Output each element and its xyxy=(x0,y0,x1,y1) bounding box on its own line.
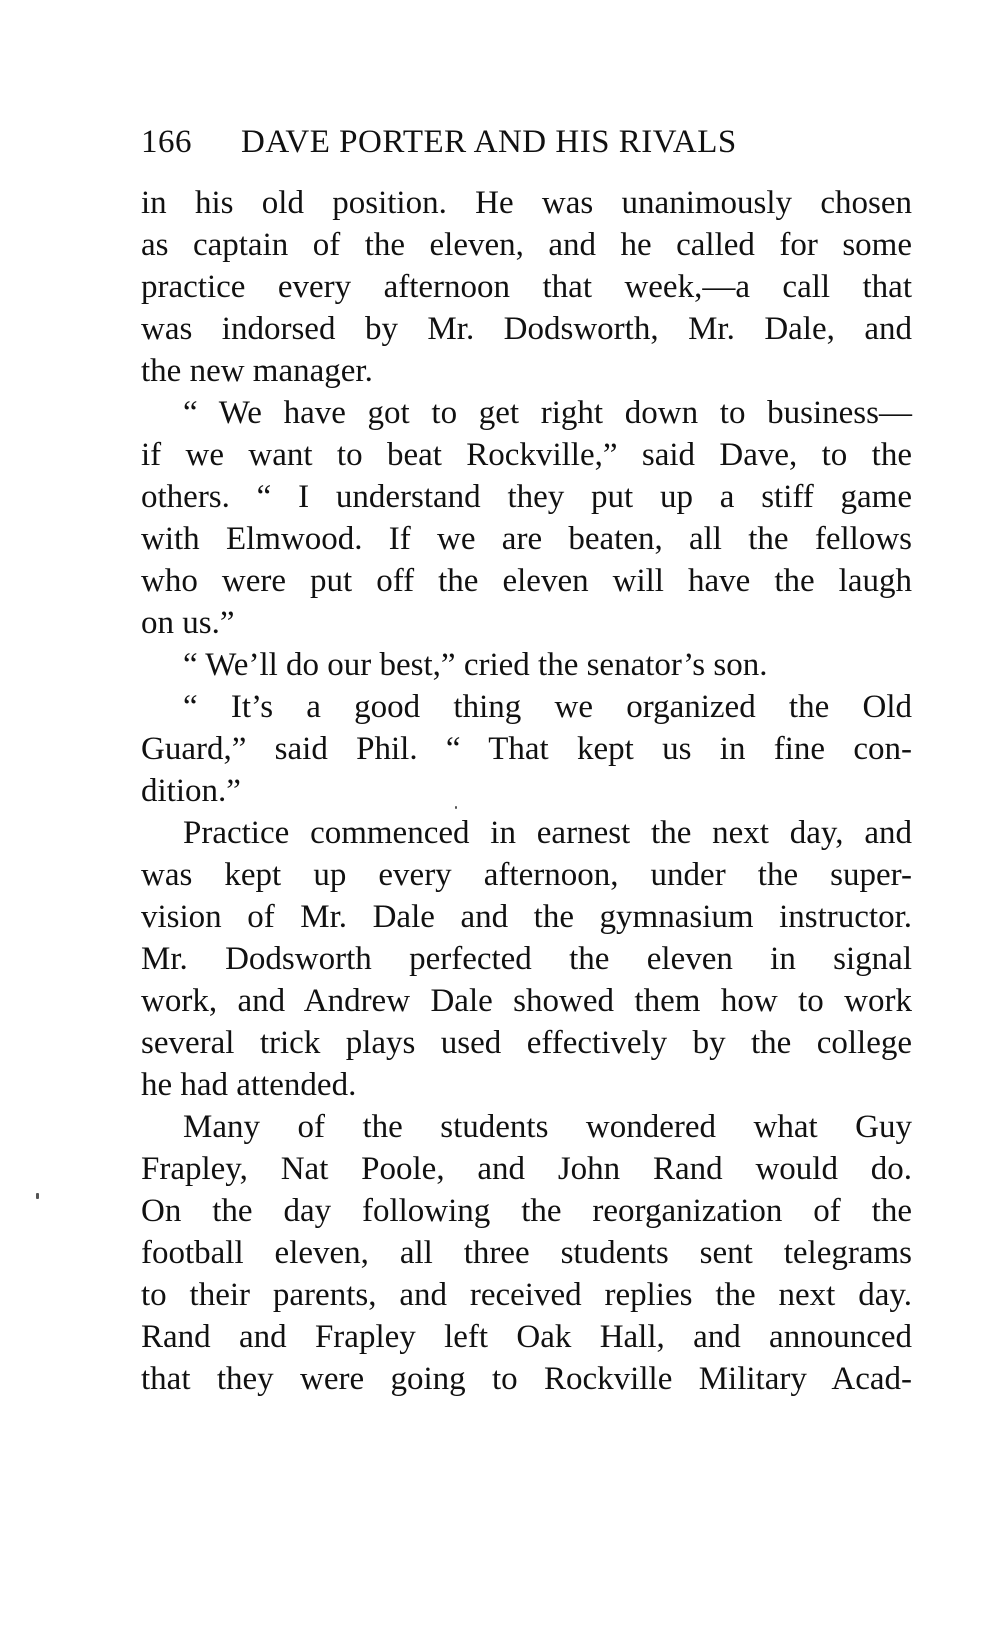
paragraph-line: as captain of the eleven, and he called for some xyxy=(141,227,912,263)
paragraph-line: on us.” xyxy=(141,605,235,641)
paragraph-line: he had attended. xyxy=(141,1067,357,1103)
paragraph-first-line: in his old position. He was unanimously chosen xyxy=(141,185,912,221)
paragraph-line: who were put off the eleven will have the laugh xyxy=(141,563,912,599)
paragraph-line: Rand and Frapley left Oak Hall, and announced xyxy=(141,1319,912,1355)
paragraph-line: work, and Andrew Dale showed them how to work xyxy=(141,983,912,1019)
paragraph-line: others. “ I understand they put up a stiff game xyxy=(141,479,912,515)
scan-speck xyxy=(36,1193,39,1199)
scan-speck xyxy=(455,806,457,809)
paragraph-line: to their parents, and received replies the next day. xyxy=(141,1277,912,1313)
paragraph-first-line: “ It’s a good thing we organized the Old xyxy=(183,689,912,725)
paragraph-first-line: “ We have got to get right down to business— xyxy=(183,395,912,431)
paragraph-line: vision of Mr. Dale and the gymnasium instructor. xyxy=(141,899,912,935)
paragraph-line: was indorsed by Mr. Dodsworth, Mr. Dale, and xyxy=(141,311,912,347)
paragraph-first-line: Practice commenced in earnest the next day, and xyxy=(183,815,912,851)
paragraph-first-line: “ We’ll do our best,” cried the senator’s son. xyxy=(183,647,768,683)
body-text xyxy=(141,182,912,1400)
page-number: 166 xyxy=(141,124,192,160)
paragraph-line: if we want to beat Rockville,” said Dave, to the xyxy=(141,437,912,473)
paragraph-line: the new manager. xyxy=(141,353,373,389)
paragraph-line: practice every afternoon that week,—a call that xyxy=(141,269,912,305)
running-title: DAVE PORTER AND HIS RIVALS xyxy=(241,124,737,160)
running-header xyxy=(141,122,841,162)
paragraph-line: several trick plays used effectively by the college xyxy=(141,1025,912,1061)
paragraph-line: Frapley, Nat Poole, and John Rand would do. xyxy=(141,1151,912,1187)
paragraph-line: Mr. Dodsworth perfected the eleven in signal xyxy=(141,941,912,977)
paragraph-line: with Elmwood. If we are beaten, all the fellows xyxy=(141,521,912,557)
paragraph-line: football eleven, all three students sent telegrams xyxy=(141,1235,912,1271)
paragraph-line: Guard,” said Phil. “ That kept us in fine con- xyxy=(141,731,912,767)
paragraph-line: that they were going to Rockville Military Acad- xyxy=(141,1361,912,1397)
paragraph-line: On the day following the reorganization of the xyxy=(141,1193,912,1229)
paragraph-line: dition.” xyxy=(141,773,241,809)
paragraph-line: was kept up every afternoon, under the super- xyxy=(141,857,912,893)
paragraph-first-line: Many of the students wondered what Guy xyxy=(183,1109,912,1145)
